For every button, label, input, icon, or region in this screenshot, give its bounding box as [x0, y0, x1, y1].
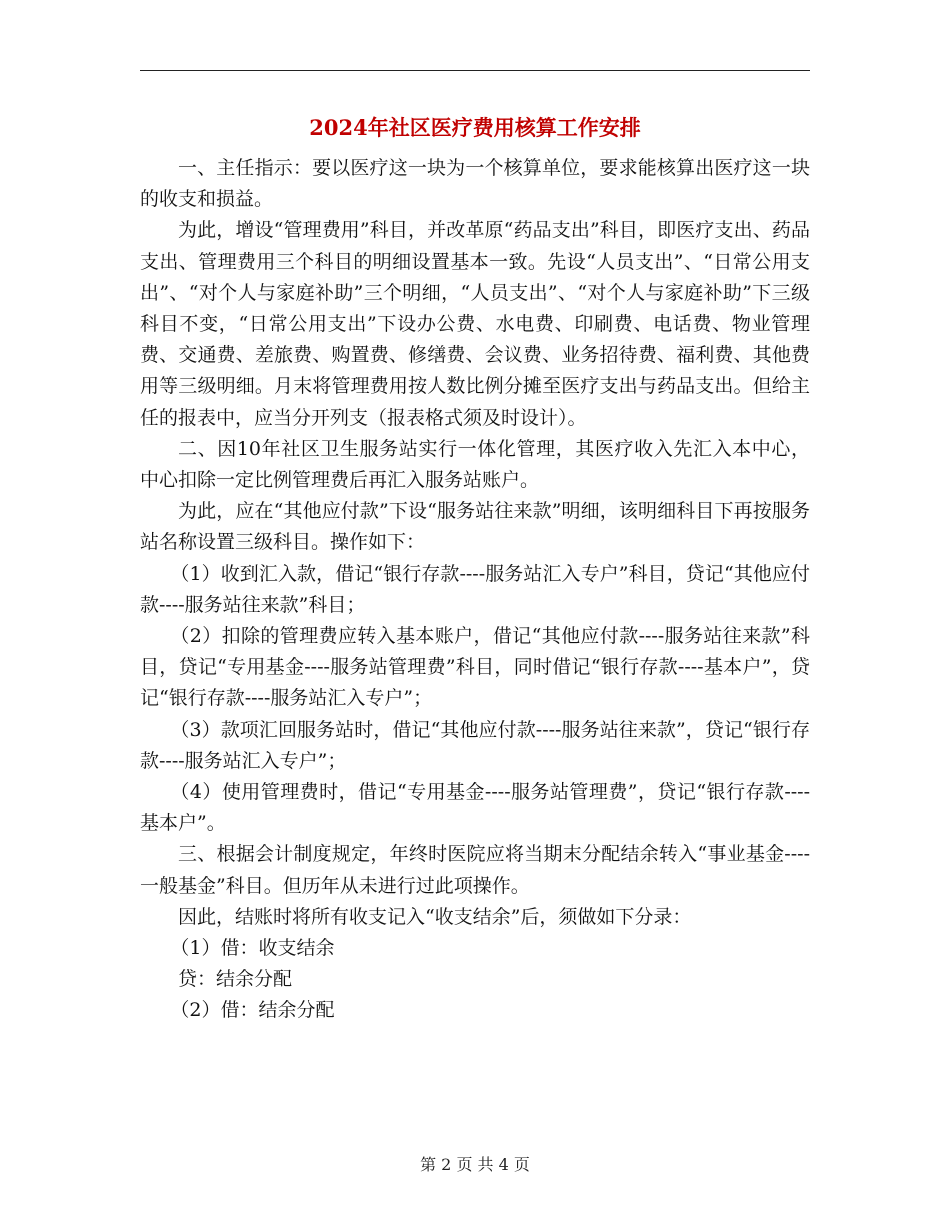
paragraph-year-end: 三、根据会计制度规定，年终时医院应将当期末分配结余转入“事业基金----一般基金”科目。但历年从未进行过此项操作。 [140, 843, 810, 897]
paragraph-entry-debit-2: （2）借：结余分配 [170, 999, 335, 1022]
page-footer: 第 2 页 共 4 页 [420, 1155, 530, 1174]
paragraph-closing-entries: 因此，结账时将所有收支记入“收支结余”后，须做如下分录： [178, 905, 692, 928]
paragraph-step-2: （2）扣除的管理费应转入基本账户，借记“其他应付款----服务站往来款”科目，贷记“专用基金----服务站管理费”科目，同时借记“银行存款----基本户”，贷记“银行存款----服务站汇入专户”； [140, 625, 810, 710]
paragraph-step-3: （3）款项汇回服务站时，借记“其他应付款----服务站往来款”，贷记“银行存款----服务站汇入专户”； [140, 718, 810, 772]
document-body [140, 153, 810, 1027]
paragraph-directive: 一、主任指示：要以医疗这一块为一个核算单位，要求能核算出医疗这一块的收支和损益。 [140, 157, 810, 211]
paragraph-step-1: （1）收到汇入款，借记“银行存款----服务站汇入专户”科目，贷记“其他应付款----服务站往来款”科目； [140, 562, 810, 616]
header-rule [140, 70, 810, 71]
paragraph-other-payables: 为此，应在“其他应付款”下设“服务站往来款”明细，该明细科目下再按服务站名称设置三级科目。操作如下： [140, 500, 810, 554]
paragraph-service-station: 二、因10年社区卫生服务站实行一体化管理，其医疗收入先汇入本中心，中心扣除一定比例管理费后再汇入服务站账户。 [140, 437, 810, 492]
paragraph-management-expense: 为此，增设“管理费用”科目，并改革原“药品支出”科目，即医疗支出、药品支出、管理费用三个科目的明细设置基本一致。先设“人员支出”、“日常公用支出”、“对个人与家庭补助”三个明细，“人员支出”、“对个人与家庭补助”下三级科目不变，“日常公用支出”下设办公费、水电费、印刷费、电话费、物业管理费、交通费、差旅费、购置费、修缮费、会议费、业务招待费、福利费、其他费用等三级明细。月末将管理费用按人数比例分摊至医疗支出与药品支出。但给主任的报表中，应当分开列支（报表格式须及时设计）。 [140, 219, 810, 429]
paragraph-entry-credit-1: 贷：结余分配 [178, 968, 293, 991]
document-title: 2024年社区医疗费用核算工作安排 [309, 115, 641, 140]
paragraph-step-4: （4）使用管理费时，借记“专用基金----服务站管理费”，贷记“银行存款----基本户”。 [140, 781, 810, 835]
paragraph-entry-debit-1: （1）借：收支结余 [170, 937, 335, 960]
